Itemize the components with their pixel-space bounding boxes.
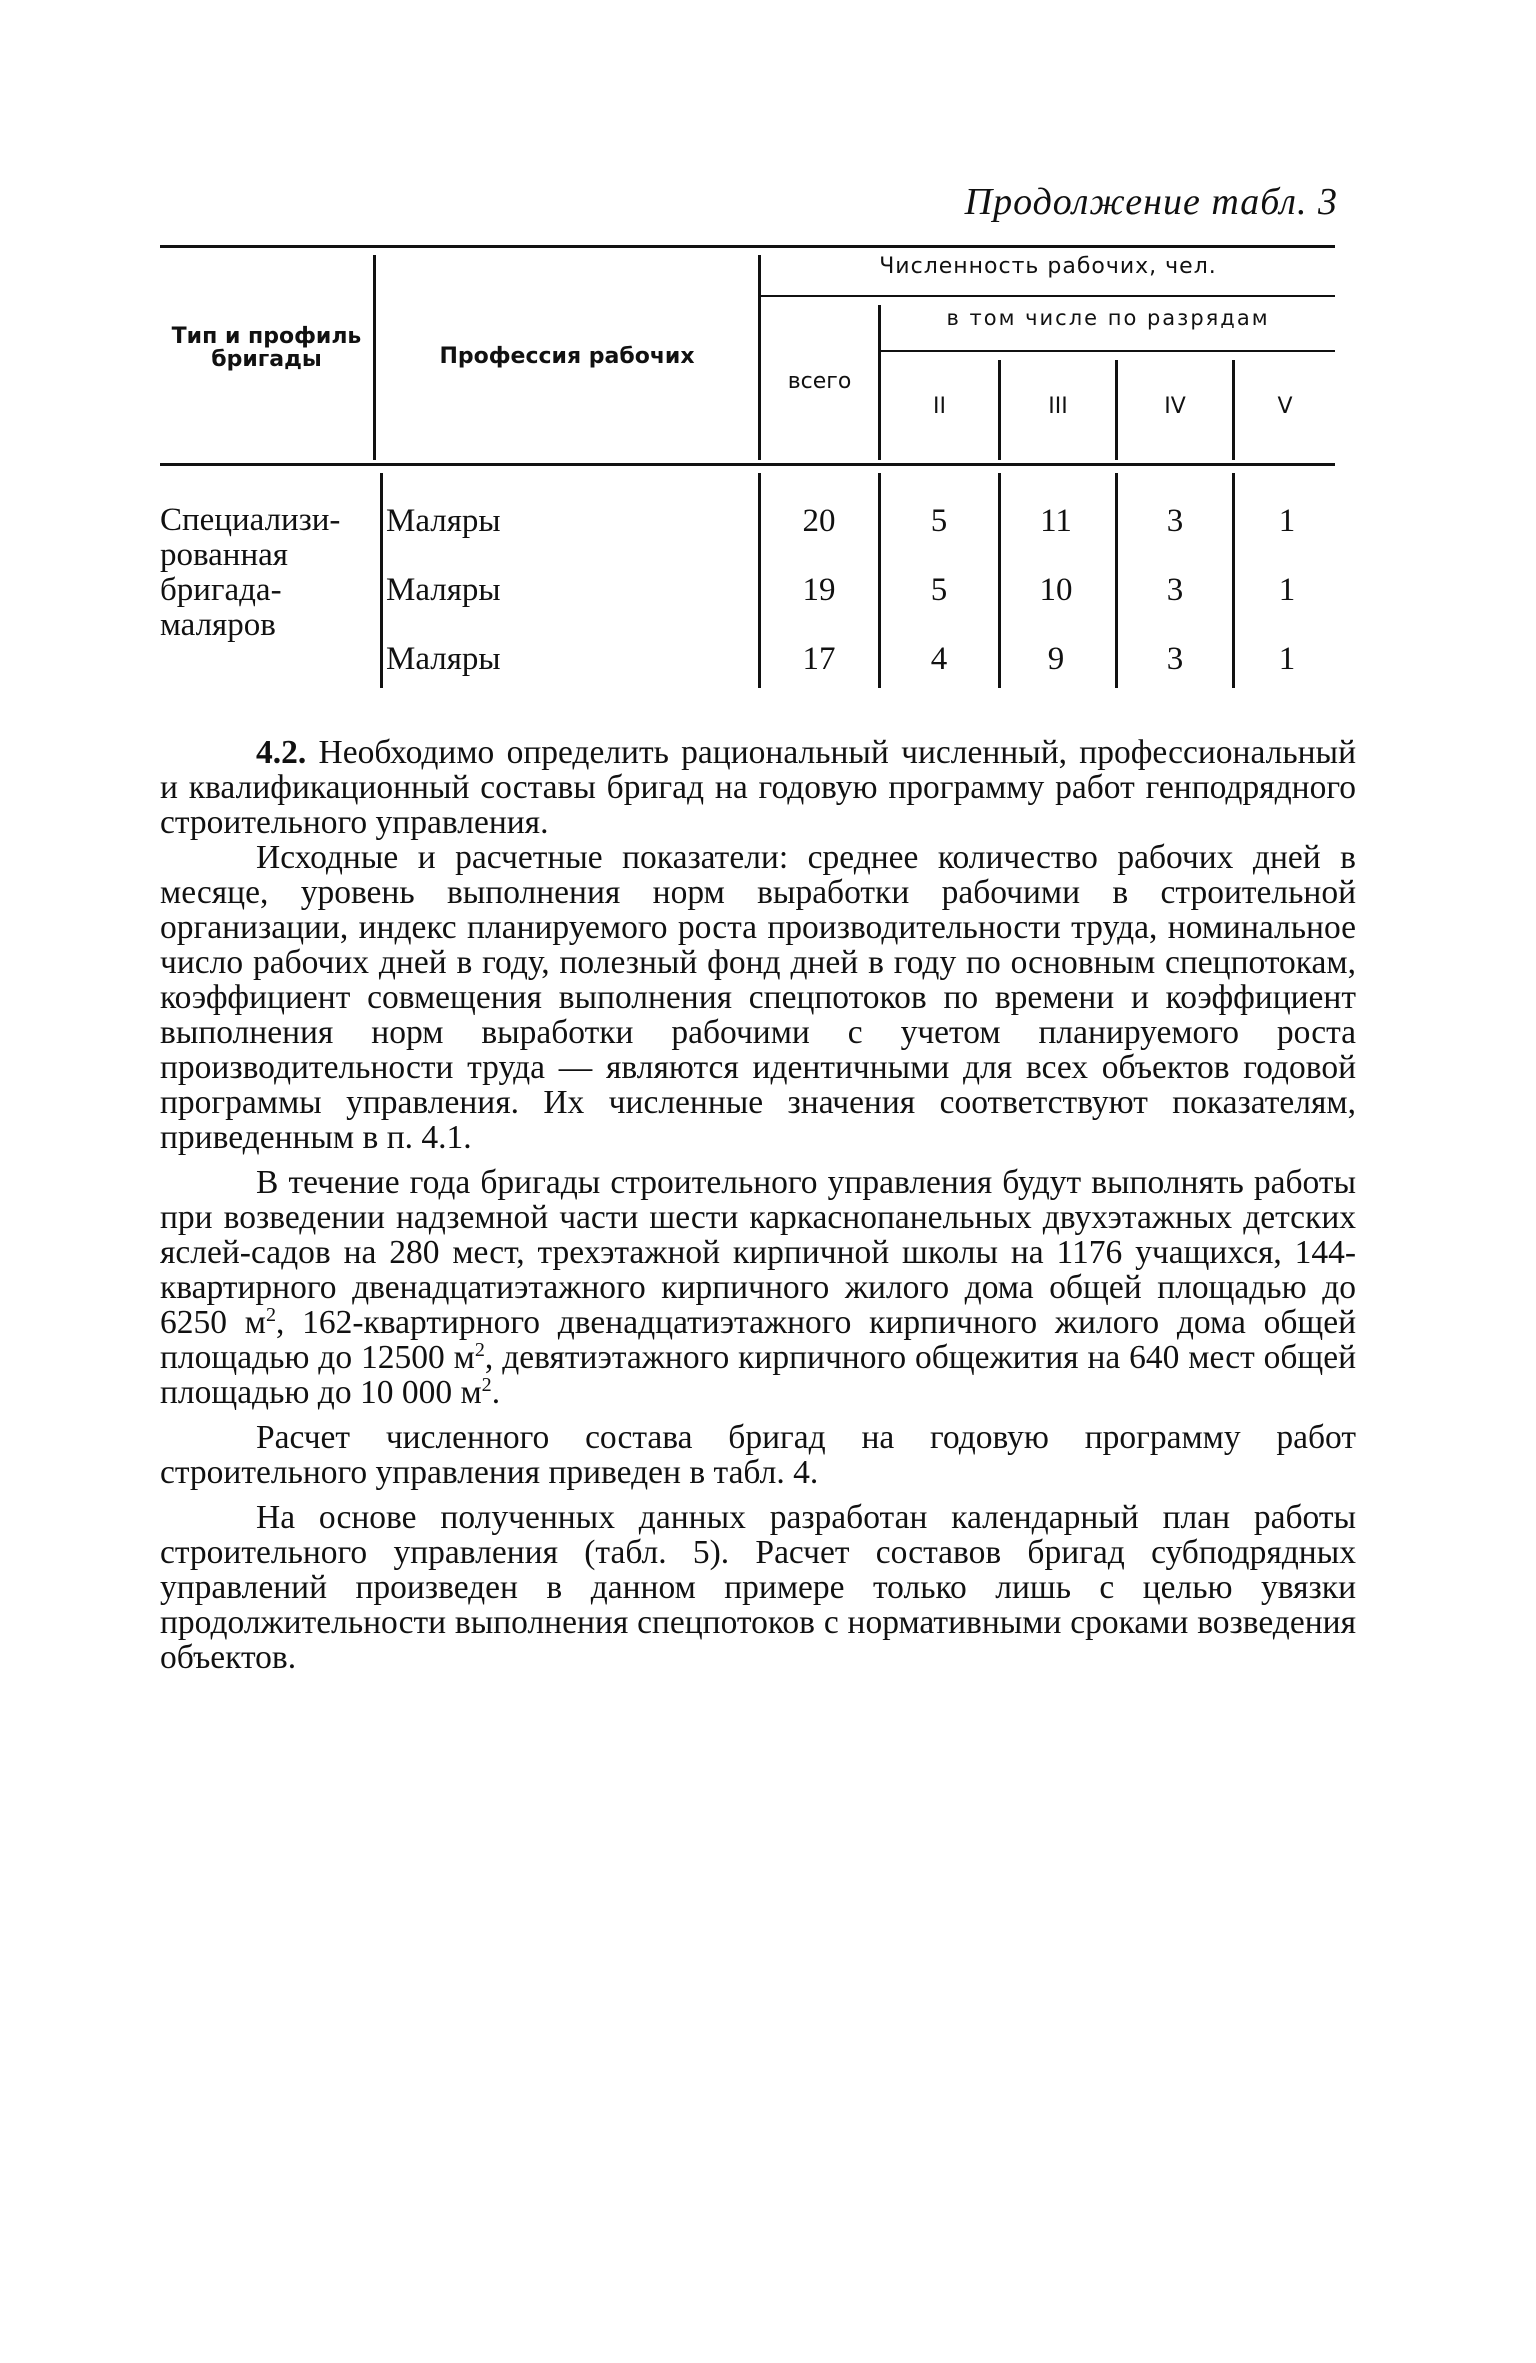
header-brigade-type: Тип и профиль бригады: [171, 324, 362, 373]
row-3-profession: Маляры: [386, 641, 501, 677]
row-1-grade-v: 1: [1278, 503, 1296, 539]
table-caption: Продолжение табл. 3: [964, 181, 1338, 223]
body-vline-6: [1232, 473, 1235, 688]
subheader-rule-1: [760, 295, 1335, 297]
header-grade-iii: III: [1048, 394, 1068, 419]
subheader-rule-2: [880, 350, 1335, 352]
section-number: 4.2.: [256, 734, 307, 771]
row-3-grade-ii: 4: [930, 641, 948, 677]
row-2-profession: Маляры: [386, 572, 501, 608]
row-3-grade-iii: 9: [1047, 641, 1065, 677]
row-2-total: 19: [802, 572, 836, 608]
body-vline-1: [380, 473, 383, 688]
row-2-grade-iv: 3: [1166, 572, 1184, 608]
row-1-total: 20: [802, 503, 836, 539]
row-3-total: 17: [802, 641, 836, 677]
header-grade-v: V: [1277, 394, 1293, 419]
body-text: [160, 735, 1356, 1675]
paragraph-calendar-plan: На основе полученных данных разработан календарный план работы строительного управления (табл. 5). Расчет составов бригад субподрядных управлений произведен в данном примере только лишь с целью увязки продолжительности выполнения спецпотоков с нормативными сроками возведения объектов.: [160, 1499, 1356, 1676]
paragraph-4-2-text: Необходимо определить рациональный численный, профессиональный и квалификационный составы бригад на годовую программу работ генподрядного строительного управления.: [160, 734, 1356, 841]
paragraph-indicators: Исходные и расчетные показатели: среднее количество рабочих дней в месяце, уровень выполнения норм выработки рабочими в строительной организации, индекс планируемого роста производительности труда, номинальное число рабочих дней в году, полезный фонд дней в году по основным спецпотокам, коэффициент совмещения выполнения спецпотоков по времени и коэффициент выполнения норм выработки рабочими с учетом планируемого роста производительности труда — являются идентичными для всех объектов годовой программы управления. Их численные значения соответствуют показателям, приведенным в п. 4.1.: [160, 839, 1356, 1156]
header-grade-iv: IV: [1164, 394, 1186, 419]
paragraph-table-4-ref: Расчет численного состава бригад на годовую программу работ строительного управления приведен в табл. 4.: [160, 1419, 1356, 1491]
header-grade-ii: II: [933, 394, 946, 419]
header-total: всего: [787, 369, 852, 394]
row-1-grade-ii: 5: [930, 503, 948, 539]
header-profession: Профессия рабочих: [439, 344, 695, 369]
row-1-grade-iv: 3: [1166, 503, 1184, 539]
row-2-grade-iii: 10: [1039, 572, 1073, 608]
hdr-vline-2: [758, 255, 761, 460]
body-vline-5: [1115, 473, 1118, 688]
workers-table: [160, 245, 1335, 690]
row-3-grade-v: 1: [1278, 641, 1296, 677]
body-vline-2: [758, 473, 761, 688]
paragraph-4-2: [160, 735, 1356, 840]
row-1-profession: Маляры: [386, 503, 501, 539]
body-vline-3: [878, 473, 881, 688]
header-workers-count: Численность рабочих, чел.: [879, 254, 1217, 279]
table-top-rule: [160, 245, 1335, 248]
row-2-grade-ii: 5: [930, 572, 948, 608]
brigade-name: Специализи- рованная бригада- маляров: [160, 502, 341, 643]
paragraph-objects: В течение года бригады строительного управления будут выполнять работы при возведении надземной части шести каркаснопанельных двухэтажных детских яслей-садов на 280 мест, трехэтажной кирпичной школы на 1176 учащихся, 144-квартирного двенадцатиэтажного кирпичного жилого дома общей площадью до 6250 $м^2$, 162-квартирного двенадцатиэтажного кирпичного жилого дома общей площадью до 12500 $м^2$, девятиэтажного кирпичного общежития на 640 мест общей площадью до 10 000 $м^2$.: [160, 1164, 1357, 1411]
header-by-grade: в том числе по разрядам: [946, 306, 1270, 330]
row-3-grade-iv: 3: [1166, 641, 1184, 677]
header-bottom-rule: [160, 463, 1335, 466]
row-1-grade-iii: 11: [1040, 503, 1072, 539]
row-2-grade-v: 1: [1278, 572, 1296, 608]
